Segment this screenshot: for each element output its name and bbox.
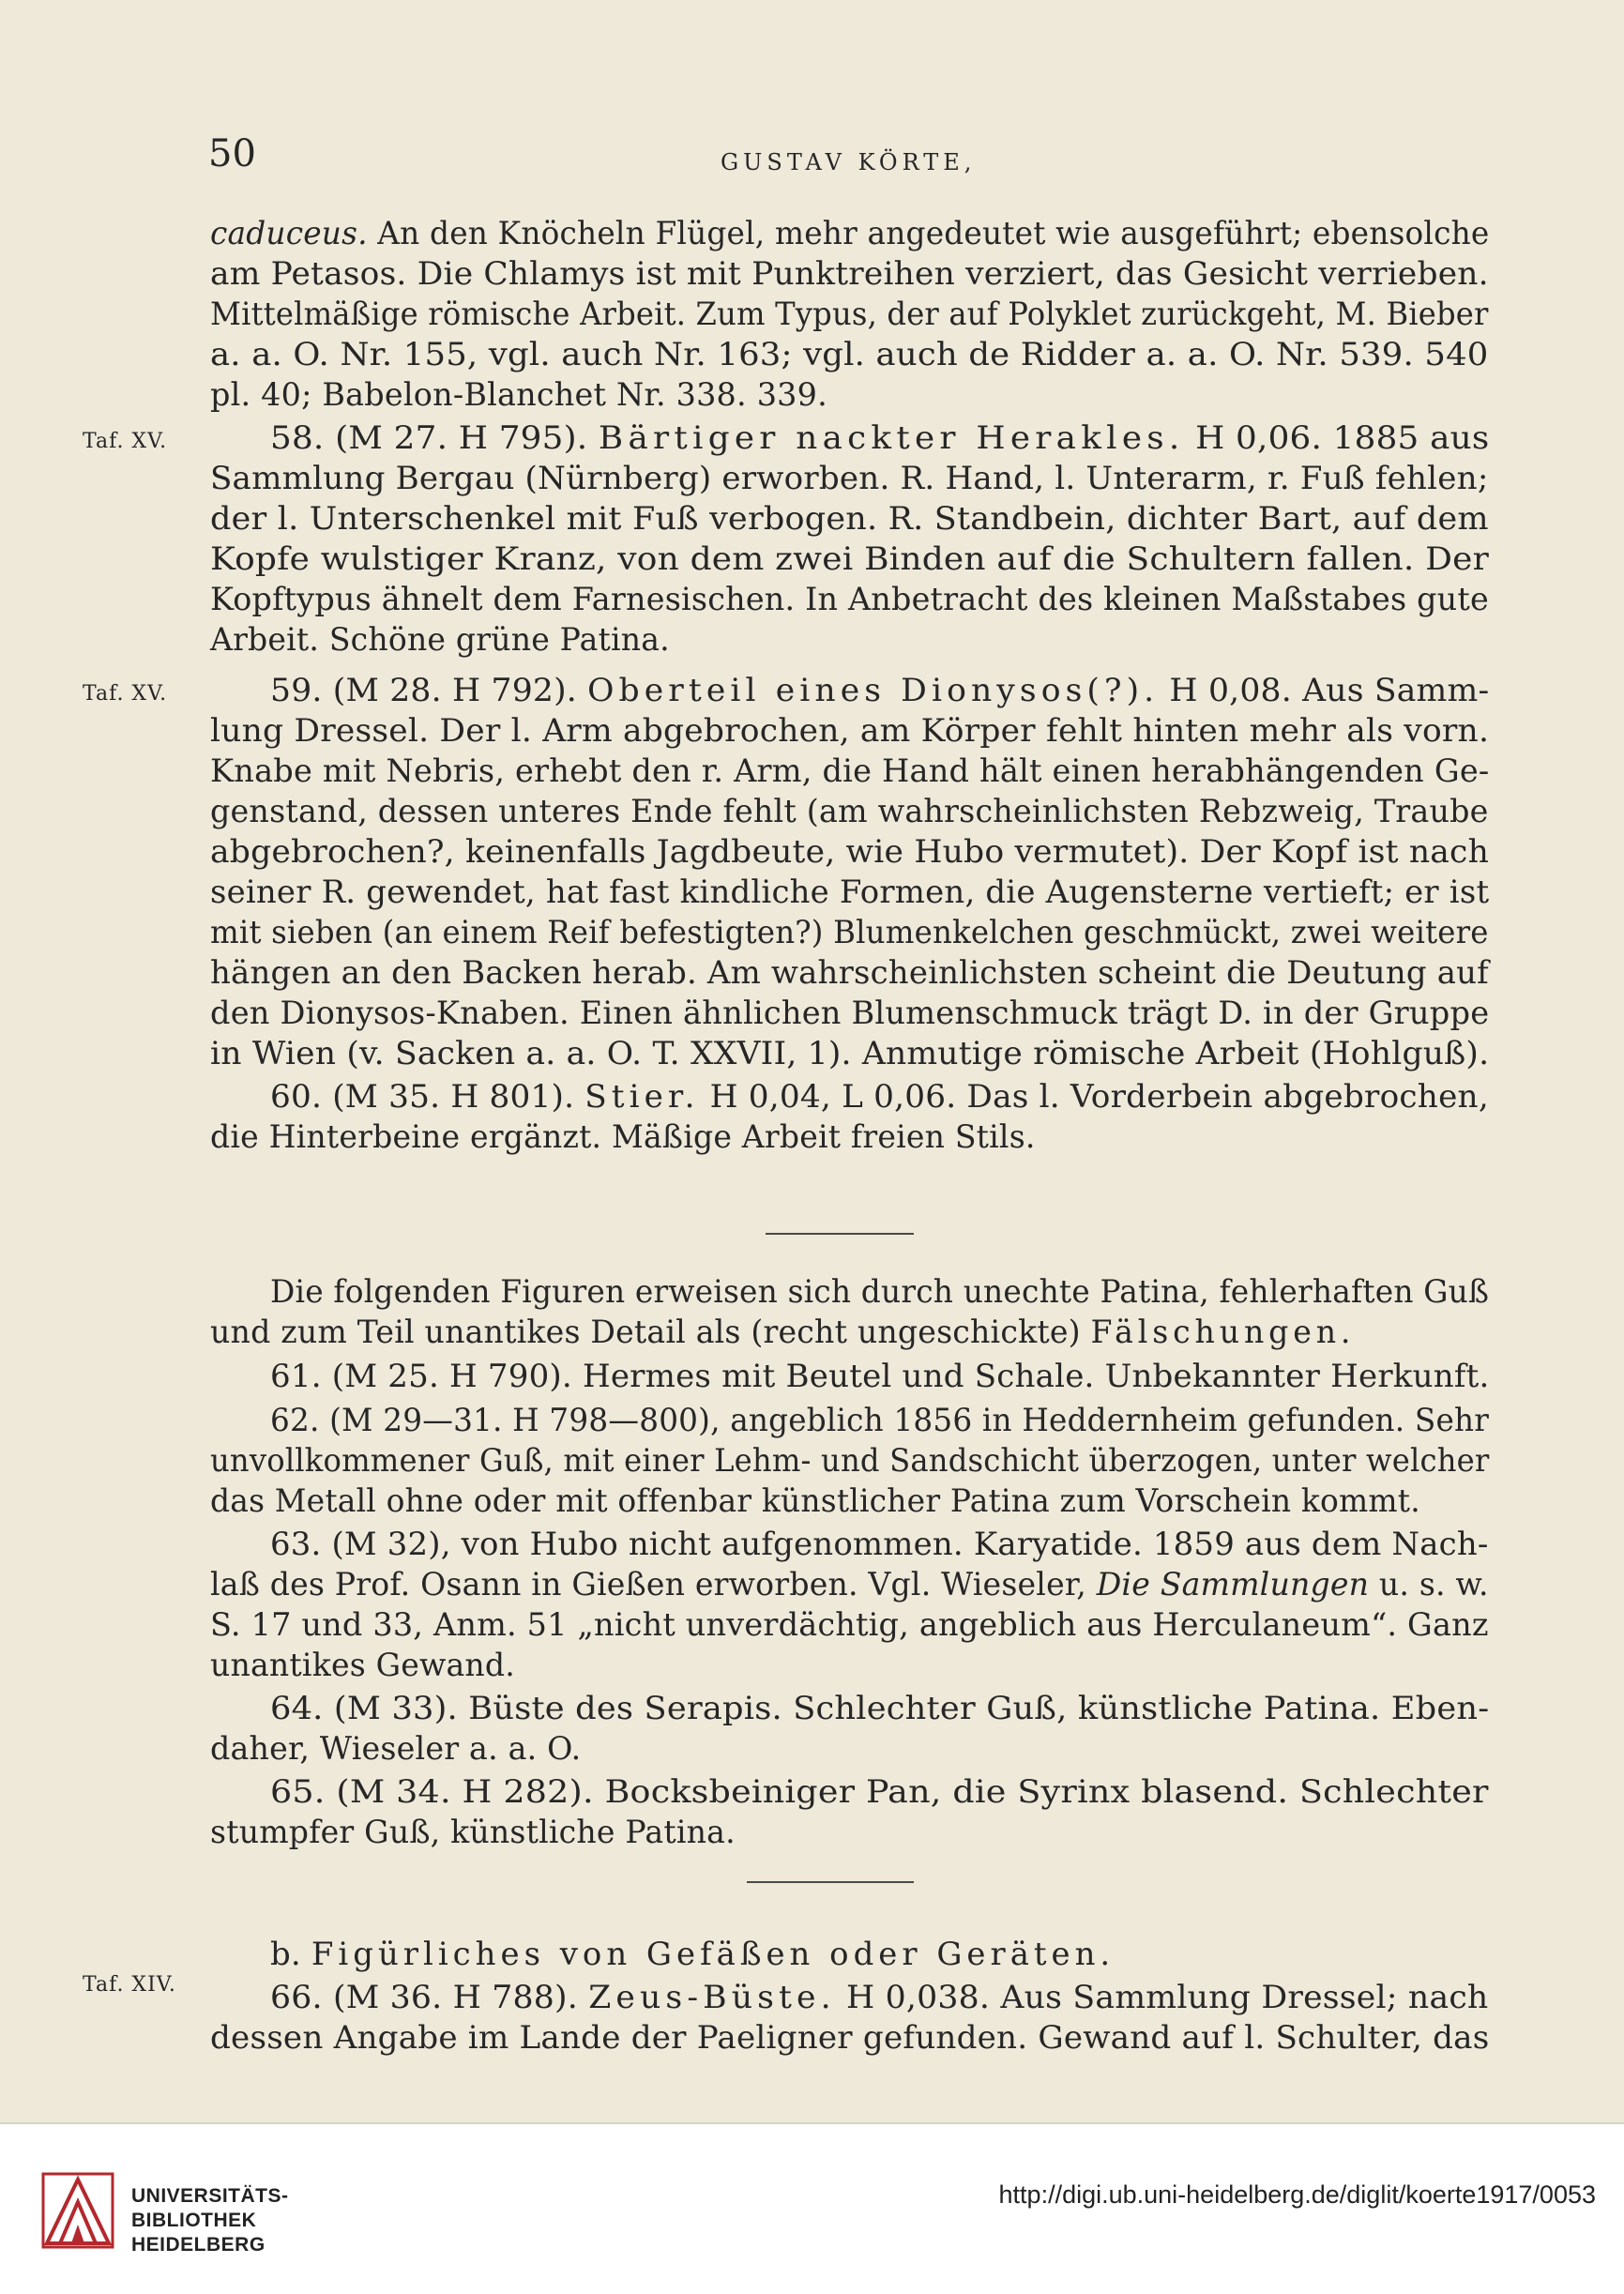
- text-run: laß des Prof. Osann in Gießen erworben. Vgl. Wieseler,: [210, 1566, 1097, 1603]
- text-line: [210, 1565, 1489, 1604]
- text-run: 61. (M 25. H 790). Hermes mit Beutel und Schale. Unbekannter Herkunft.: [270, 1358, 1490, 1395]
- text-line: [270, 1978, 1488, 2017]
- text-line: [210, 214, 1489, 253]
- text-line: [270, 1401, 1489, 1440]
- text-line: [210, 953, 1489, 993]
- footer-bar: [0, 2124, 1624, 2294]
- margin-note-plate: Taf. XIV.: [83, 1973, 176, 1997]
- permalink-url[interactable]: [999, 2180, 1596, 2210]
- text-run: unvollkommener Guß, mit einer Lehm- und Sandschicht überzogen, unter welcher: [210, 1442, 1490, 1480]
- text-run: dessen Angabe im Lande der Paeligner gefunden. Gewand auf l. Schulter, das: [210, 2019, 1490, 2057]
- text-line: [210, 832, 1489, 872]
- text-run: H 0,038. Aus Sammlung Dressel; nach: [835, 1979, 1489, 2016]
- text-run: mit sieben (an einem Reif befestigten?) Blumenkelchen geschmückt, zwei weitere: [210, 914, 1489, 951]
- text-line: [210, 994, 1489, 1033]
- text-line: [210, 1313, 1355, 1352]
- text-line: [210, 873, 1489, 912]
- text-run: H 0,08. Aus Samm-: [1159, 672, 1490, 709]
- text-line: [270, 1935, 1115, 1974]
- text-run: lung Dressel. Der l. Arm abgebrochen, am Körper fehlt hinten mehr als vorn.: [210, 712, 1490, 750]
- library-name-line: UNIVERSITÄTS-: [131, 2185, 289, 2207]
- text-line: [210, 499, 1489, 539]
- library-name-line: BIBLIOTHEK: [131, 2210, 257, 2231]
- text-run: und zum Teil unantikes Detail als (recht ungeschickte): [210, 1314, 1091, 1351]
- italic-text: caduceus.: [210, 215, 368, 252]
- text-line: [210, 539, 1489, 579]
- spaced-emphasis-text: Oberteil eines Dionysos(?).: [587, 672, 1160, 709]
- section-divider: [766, 1233, 914, 1235]
- text-run: a. a. O. Nr. 155, vgl. auch Nr. 163; vgl. auch de Ridder a. a. O. Nr. 539. 540: [210, 336, 1489, 373]
- text-line: [210, 2018, 1489, 2058]
- text-line: [210, 752, 1489, 791]
- text-line: [210, 1481, 1420, 1521]
- text-run: 64. (M 33). Büste des Serapis. Schlechter Guß, künstliche Patina. Eben-: [270, 1690, 1490, 1727]
- text-run: 66. (M 36. H 788).: [270, 1979, 589, 2016]
- text-run: Mittelmäßige römische Arbeit. Zum Typus, der auf Polyklet zurückgeht, M. Bieber: [210, 296, 1489, 333]
- text-line: [210, 335, 1489, 374]
- text-line: [270, 1772, 1489, 1812]
- text-line: [210, 254, 1489, 294]
- text-line: [210, 792, 1489, 831]
- text-run: in Wien (v. Sacken a. a. O. T. XXVII, 1). Anmutige römische Arbeit (Hohlguß).: [210, 1035, 1490, 1072]
- text-run: die Hinterbeine ergänzt. Mäßige Arbeit freien Stils.: [210, 1118, 1036, 1156]
- text-run: S. 17 und 33, Anm. 51 „nicht unverdächtig, angeblich aus Herculaneum“. Ganz: [210, 1606, 1489, 1644]
- text-run: 65. (M 34. H 282). Bocksbeiniger Pan, die Syrinx blasend. Schlechter: [270, 1773, 1489, 1811]
- text-line: [210, 1117, 1036, 1157]
- text-run: am Petasos. Die Chlamys ist mit Punktreihen verziert, das Gesicht verrieben.: [210, 255, 1489, 293]
- library-logo-icon: [39, 2170, 116, 2251]
- text-run: seiner R. gewendet, hat fast kindliche Formen, die Augensterne vertieft; er ist: [210, 874, 1490, 911]
- text-line: [270, 1077, 1489, 1117]
- text-run: unantikes Gewand.: [210, 1647, 516, 1684]
- text-line: [210, 1729, 581, 1769]
- text-line: [210, 580, 1489, 619]
- text-line: [210, 711, 1489, 751]
- library-name-line: HEIDELBERG: [131, 2234, 266, 2256]
- text-run: hängen an den Backen herab. Am wahrscheinlichsten scheint die Deutung auf: [210, 954, 1489, 992]
- text-line: [270, 1272, 1489, 1312]
- text-run: 60. (M 35. H 801).: [270, 1078, 585, 1116]
- text-line: [210, 1441, 1489, 1481]
- text-run: An den Knöcheln Flügel, mehr angedeutet wie ausgeführt; ebensolche: [367, 215, 1490, 252]
- text-run: 59. (M 28. H 792).: [270, 672, 588, 709]
- text-line: [270, 418, 1489, 458]
- text-run: pl. 40; Babelon-Blanchet Nr. 338. 339.: [210, 376, 827, 414]
- text-run: Die folgenden Figuren erweisen sich durch unechte Patina, fehlerhaften Guß: [270, 1273, 1490, 1311]
- text-run: Kopftypus ähnelt dem Farnesischen. In Anbetracht des kleinen Maßstabes gute: [210, 581, 1489, 618]
- text-run: genstand, dessen unteres Ende fehlt (am wahrscheinlichsten Rebzweig, Traube: [210, 793, 1489, 830]
- spaced-emphasis-text: Zeus-Büste.: [588, 1979, 836, 2016]
- text-line: [270, 1689, 1489, 1728]
- text-run: der l. Unterschenkel mit Fuß verbogen. R. Standbein, dichter Bart, auf dem: [210, 500, 1489, 538]
- text-run: abgebrochen?, keinenfalls Jagdbeute, wie Hubo vermutet). Der Kopf ist nach: [210, 833, 1490, 871]
- text-run: stumpfer Guß, künstliche Patina.: [210, 1814, 736, 1851]
- text-run: Sammlung Bergau (Nürnberg) erworben. R. Hand, l. Unterarm, r. Fuß fehlen;: [210, 460, 1489, 497]
- spaced-emphasis-text: Fälschungen.: [1090, 1314, 1356, 1351]
- text-run: Arbeit. Schöne grüne Patina.: [210, 621, 670, 659]
- text-run: das Metall ohne oder mit offenbar künstlicher Patina zum Vorschein kommt.: [210, 1482, 1420, 1520]
- spaced-emphasis-text: Bärtiger nackter Herakles.: [598, 419, 1185, 457]
- text-run: daher, Wieseler a. a. O.: [210, 1730, 582, 1768]
- text-line: [210, 1034, 1489, 1073]
- text-line: [210, 459, 1489, 498]
- text-run: 63. (M 32), von Hubo nicht aufgenommen. Karyatide. 1859 aus dem Nach-: [270, 1526, 1489, 1563]
- margin-note-plate: Taf. XV.: [83, 430, 168, 453]
- text-line: [210, 620, 670, 660]
- text-run: den Dionysos-Knaben. Einen ähnlichen Blumenschmuck trägt D. in der Gruppe: [210, 995, 1490, 1032]
- spaced-emphasis-text: Figürliches von Gefäßen oder Geräten.: [311, 1936, 1116, 1973]
- spaced-emphasis-text: Stier.: [584, 1078, 700, 1116]
- text-run: H 0,04, L 0,06. Das l. Vorderbein abgebrochen,: [699, 1078, 1489, 1116]
- text-run: 62. (M 29—31. H 798—800), angeblich 1856 in Heddernheim gefunden. Sehr: [270, 1402, 1490, 1439]
- page-number: 50: [208, 132, 256, 175]
- text-line: [270, 671, 1489, 710]
- text-line: [210, 1605, 1489, 1645]
- text-run: H 0,06. 1885 aus: [1184, 419, 1490, 457]
- text-run: b.: [270, 1936, 311, 1973]
- text-line: [210, 1813, 736, 1852]
- text-line: [270, 1357, 1490, 1396]
- text-run: 58. (M 27. H 795).: [270, 419, 599, 457]
- section-divider: [747, 1881, 914, 1883]
- text-line: [210, 913, 1489, 952]
- permalink-link[interactable]: http://digi.ub.uni-heidelberg.de/diglit/koerte1917/0053: [998, 2180, 1596, 2209]
- text-line: [210, 295, 1489, 334]
- margin-note-plate: Taf. XV.: [83, 682, 168, 706]
- text-line: [210, 375, 827, 415]
- italic-text: Die Sammlungen: [1096, 1566, 1370, 1603]
- text-run: Knabe mit Nebris, erhebt den r. Arm, die Hand hält einen herabhängenden Ge-: [210, 752, 1490, 790]
- text-line: [270, 1525, 1489, 1564]
- text-run: Kopfe wulstiger Kranz, von dem zwei Binden auf die Schultern fallen. Der: [210, 540, 1490, 578]
- text-run: u. s. w.: [1369, 1566, 1489, 1603]
- text-line: [210, 1646, 515, 1685]
- running-head: GUSTAV KÖRTE,: [721, 149, 977, 175]
